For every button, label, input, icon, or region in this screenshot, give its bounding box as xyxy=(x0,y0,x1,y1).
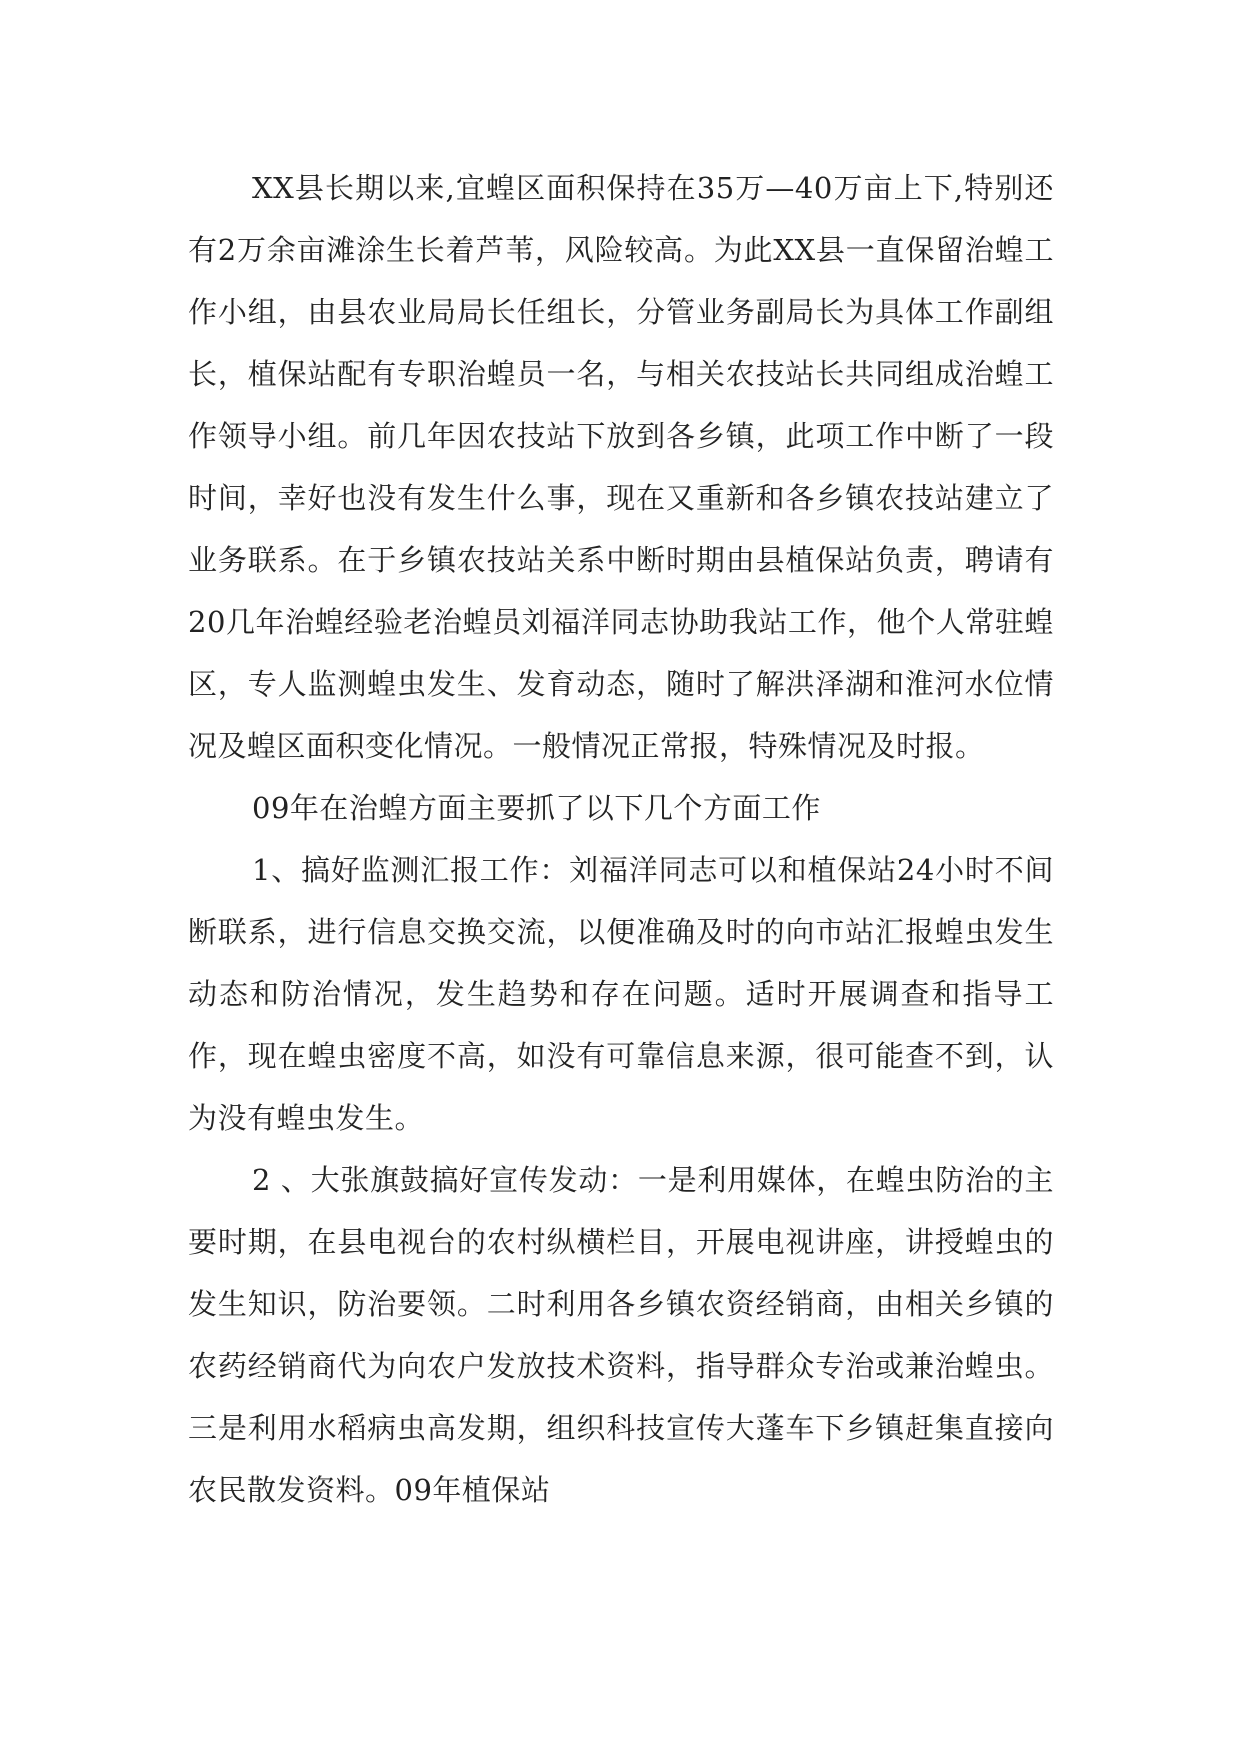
paragraph-item-2-publicity: 2 、大张旗鼓搞好宣传发动：一是利用媒体，在蝗虫防治的主要时期，在县电视台的农村纵横栏目，开展电视讲座，讲授蝗虫的发生知识，防治要领。二时利用各乡镇农资经销商，由相关乡镇的农药经销商代为向农户发放技术资料，指导群众专治或兼治蝗虫。三是利用水稻病虫高发期，组织科技宣传大蓬车下乡镇赶集直接向农民散发资料。09年植保站 xyxy=(188,1163,1054,1507)
paragraph-intro: XX县长期以来,宜蝗区面积保持在35万—40万亩上下,特别还有2万余亩滩涂生长着芦苇，风险较高。为此XX县一直保留治蝗工作小组，由县农业局局长任组长，分管业务副局长为具体工作副组长，植保站配有专职治蝗员一名，与相关农技站长共同组成治蝗工作领导小组。前几年因农技站下放到各乡镇，此项工作中断了一段时间，幸好也没有发生什么事，现在又重新和各乡镇农技站建立了业务联系。在于乡镇农技站关系中断时期由县植保站负责，聘请有20几年治蝗经验老治蝗员刘福洋同志协助我站工作，他个人常驻蝗区，专人监测蝗虫发生、发育动态，随时了解洪泽湖和淮河水位情况及蝗区面积变化情况。一般情况正常报，特殊情况及时报。 xyxy=(188,171,1054,763)
document-body xyxy=(188,157,1054,1521)
paragraph-item-1-monitoring: 1、搞好监测汇报工作：刘福洋同志可以和植保站24小时不间断联系，进行信息交换交流，以便准确及时的向市站汇报蝗虫发生动态和防治情况，发生趋势和存在问题。适时开展调查和指导工作，现在蝗虫密度不高，如没有可靠信息来源，很可能查不到，认为没有蝗虫发生。 xyxy=(188,853,1054,1135)
paragraph-summary-heading: 09年在治蝗方面主要抓了以下几个方面工作 xyxy=(252,791,821,825)
